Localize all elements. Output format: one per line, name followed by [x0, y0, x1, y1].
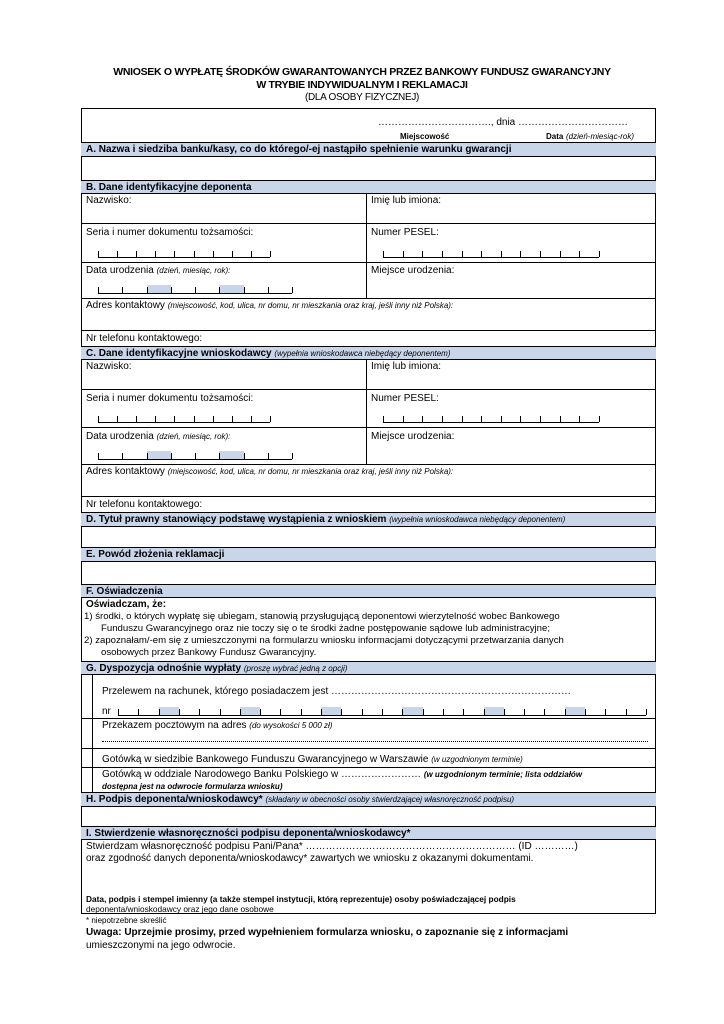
- i-line1: Stwierdzam własnoręczność podpisu Pani/Pana* ……………………………………………………… (ID …………): [86, 841, 578, 852]
- digit-cell-tick: [403, 251, 404, 257]
- c-first-names-label: Imię lub imiona:: [371, 361, 442, 372]
- section-e-header: E. Powód złożenia reklamacji: [81, 547, 656, 562]
- digit-cell-tick: [481, 251, 482, 257]
- digit-cell-tick: [540, 416, 541, 422]
- digit-cell-tick: [501, 251, 502, 257]
- b-pesel-label: Numer PESEL:: [371, 227, 439, 238]
- place-date-line[interactable]: ……………………………., dnia ……………………………: [378, 117, 629, 128]
- place-label: Miejscowość: [400, 132, 450, 141]
- digit-cell-tick: [605, 709, 606, 715]
- digit-cell-tick: [98, 453, 99, 459]
- digit-cell-tick: [98, 251, 99, 257]
- digit-cell-tick: [463, 709, 464, 715]
- digit-cell-shade: [565, 707, 585, 715]
- form-title-line1: WNIOSEK O WYPŁATĘ ŚRODKÓW GWARANTOWANYCH PRZEZ BANKOWY FUNDUSZ GWARANCYJNY: [113, 66, 611, 78]
- digit-cell-tick: [560, 251, 561, 257]
- digit-cell-tick: [244, 287, 245, 293]
- g-option-nbp-hint: dostępna jest na odwrocie formularza wniosku): [102, 782, 283, 791]
- digit-cell-tick: [292, 453, 293, 459]
- digit-cell-tick: [136, 416, 137, 422]
- section-f-header: F. Oświadczenia: [81, 584, 656, 598]
- row-divider: [81, 427, 656, 428]
- c-address-label: Adres kontaktowy (miejscowość, kod, ulica, nr domu, nr mieszkania oraz kraj, jeśli inny niż Polska):: [86, 466, 454, 477]
- digit-cell-tick: [251, 416, 252, 422]
- digit-cell-tick: [147, 287, 148, 293]
- g-option-nbp-cash[interactable]: Gotówką w oddziale Narodowego Banku Polskiego w …………………… (w uzgodnionym terminie; lista oddziałów: [102, 769, 583, 780]
- column-divider: [366, 194, 367, 298]
- remark-line1: Uwaga: Uprzejmie prosimy, przed wypełnieniem formularza wniosku, o zapoznanie się z informacjami: [86, 927, 569, 938]
- digit-cell-tick: [520, 251, 521, 257]
- digit-cell-tick: [118, 709, 119, 715]
- section-d-header: D. Tytuł prawny stanowiący podstawę wystąpienia z wnioskiem (wypełnia wnioskodawca niebędący deponentem): [81, 512, 656, 527]
- date-hint: (dzień-miesiąc-rok): [566, 132, 635, 141]
- digit-cell-tick: [136, 251, 137, 257]
- digit-cell-tick: [423, 709, 424, 715]
- digit-cell-tick: [98, 416, 99, 422]
- digit-cell-tick: [544, 709, 545, 715]
- digit-cell-tick: [260, 709, 261, 715]
- b-address-label: Adres kontaktowy (miejscowość, kod, ulica, nr domu, nr mieszkania oraz kraj, jeśli inny niż Polska):: [86, 300, 454, 311]
- c-birth-date-label: Data urodzenia (dzień, miesiąc, rok):: [86, 431, 231, 442]
- digit-cell-tick: [599, 251, 600, 257]
- i-note-line1: Data, podpis i stempel imienny (a także stempel instytucji, którą reprezentuje) osoby poświadczającej podpis: [86, 894, 516, 904]
- row-divider: [81, 298, 656, 299]
- digit-cell-tick: [270, 416, 271, 422]
- digit-cell-shade: [240, 707, 260, 715]
- digit-cell-tick: [174, 416, 175, 422]
- footnote: * niepotrzebne skreślić: [86, 916, 167, 925]
- section-h-header: H. Podpis deponenta/wnioskodawcy* (składany w obecności osoby stwierdzającej własnoręczność podpisu): [81, 792, 656, 807]
- c-pesel-boxes[interactable]: [383, 414, 599, 423]
- digit-cell-tick: [194, 416, 195, 422]
- digit-cell-tick: [98, 287, 99, 293]
- digit-cell-tick: [462, 251, 463, 257]
- f-item1-line2: Funduszu Gwarancyjnego oraz nie toczy się o te środki żadne postępowanie sądowe lub administracyjne;: [101, 623, 551, 634]
- b-id-doc-label: Seria i numer dokumentu tożsamości:: [86, 227, 254, 238]
- digit-cell-tick: [462, 416, 463, 422]
- b-phone-label: Nr telefonu kontaktowego:: [86, 333, 203, 344]
- digit-cell-tick: [219, 453, 220, 459]
- g-option-transfer[interactable]: Przelewem na rachunek, którego posiadaczem jest ………………………………………………………………: [102, 686, 572, 697]
- digit-cell-tick: [194, 251, 195, 257]
- digit-cell-tick: [268, 453, 269, 459]
- digit-cell-tick: [382, 709, 383, 715]
- digit-cell-tick: [383, 416, 384, 422]
- g-option-bfg-cash[interactable]: Gotówką w siedzibie Bankowego Funduszu Gwarancyjnego w Warszawie (w uzgodnionym terminie): [102, 754, 523, 765]
- row-divider: [81, 262, 656, 263]
- digit-cell-shade: [321, 707, 341, 715]
- row-divider: [81, 496, 656, 497]
- digit-cell-tick: [520, 416, 521, 422]
- c-pesel-label: Numer PESEL:: [371, 393, 439, 404]
- digit-cell-shade: [484, 707, 504, 715]
- section-c-header: C. Dane identyfikacyjne wnioskodawcy (wypełnia wnioskodawca niebędący deponentem): [81, 346, 656, 360]
- digit-cell-tick: [443, 709, 444, 715]
- row-divider: [81, 389, 656, 390]
- digit-cell-tick: [402, 709, 403, 715]
- column-divider: [366, 360, 367, 464]
- digit-cell-tick: [213, 251, 214, 257]
- digit-cell-tick: [155, 251, 156, 257]
- digit-cell-tick: [481, 416, 482, 422]
- digit-cell-tick: [199, 709, 200, 715]
- g-account-number-boxes[interactable]: [118, 707, 646, 716]
- f-item1-line1: 1) środki, o których wypłatę się ubiegam, stanowią przysługującą deponentowi wierzytelność wobec Bankowego: [84, 611, 560, 622]
- form-title-line3: (DLA OSOBY FIZYCZNEJ): [304, 92, 420, 103]
- digit-cell-shade: [147, 285, 171, 293]
- c-surname-label: Nazwisko:: [86, 361, 132, 372]
- digit-cell-tick: [219, 287, 220, 293]
- digit-cell-tick: [626, 709, 627, 715]
- digit-cell-shade: [219, 285, 243, 293]
- digit-cell-tick: [292, 287, 293, 293]
- digit-cell-tick: [599, 416, 600, 422]
- digit-cell-tick: [341, 709, 342, 715]
- b-pesel-boxes[interactable]: [383, 249, 599, 258]
- date-label: Data: [546, 132, 564, 141]
- digit-cell-tick: [383, 251, 384, 257]
- digit-cell-tick: [579, 416, 580, 422]
- c-birth-place-label: Miejsce urodzenia:: [371, 431, 455, 442]
- section-a-header: A. Nazwa i siedziba banku/kasy, co do którego/-ej nastąpiło spełnienie warunku gwarancji: [81, 142, 656, 157]
- digit-cell-tick: [244, 453, 245, 459]
- postal-address-line[interactable]: [102, 741, 648, 742]
- digit-cell-tick: [579, 251, 580, 257]
- digit-cell-shade: [402, 707, 422, 715]
- c-phone-label: Nr telefonu kontaktowego:: [86, 499, 203, 510]
- g-option-postal[interactable]: Przekazem pocztowym na adres (do wysokości 5 000 zł): [102, 720, 333, 731]
- section-b-header: B. Dane identyfikacyjne deponenta: [81, 180, 656, 194]
- row-divider: [81, 767, 656, 768]
- i-note-line2: deponenta/wnioskodawcy oraz jego dane osobowe: [86, 904, 274, 914]
- digit-cell-tick: [232, 416, 233, 422]
- digit-cell-shade: [219, 451, 243, 459]
- section-g-header: G. Dyspozycja odnośnie wypłaty (proszę wybrać jedną z opcji): [81, 661, 656, 675]
- digit-cell-tick: [442, 251, 443, 257]
- digit-cell-tick: [280, 709, 281, 715]
- row-divider: [81, 330, 656, 331]
- digit-cell-tick: [159, 709, 160, 715]
- digit-cell-tick: [155, 416, 156, 422]
- digit-cell-tick: [117, 251, 118, 257]
- digit-cell-tick: [422, 251, 423, 257]
- option-column-divider: [92, 675, 93, 793]
- digit-cell-tick: [171, 287, 172, 293]
- digit-cell-tick: [442, 416, 443, 422]
- b-id-doc-boxes[interactable]: [98, 249, 270, 258]
- digit-cell-tick: [646, 709, 647, 715]
- digit-cell-tick: [270, 251, 271, 257]
- digit-cell-tick: [362, 709, 363, 715]
- digit-cell-tick: [240, 709, 241, 715]
- digit-cell-tick: [540, 251, 541, 257]
- b-birth-date-label: Data urodzenia (dzień, miesiąc, rok):: [86, 265, 231, 276]
- c-id-doc-label: Seria i numer dokumentu tożsamości:: [86, 393, 254, 404]
- digit-cell-tick: [524, 709, 525, 715]
- f-item2-line1: 2) zapoznałam/-em się z umieszczonymi na formularzu wniosku informacjami dotyczącymi przetwarzania danych: [84, 635, 564, 646]
- row-divider: [81, 223, 656, 224]
- digit-cell-tick: [220, 709, 221, 715]
- digit-cell-tick: [213, 416, 214, 422]
- digit-cell-tick: [565, 709, 566, 715]
- digit-cell-tick: [195, 453, 196, 459]
- row-divider: [81, 748, 656, 749]
- digit-cell-tick: [504, 709, 505, 715]
- digit-cell-tick: [321, 709, 322, 715]
- digit-cell-tick: [122, 287, 123, 293]
- row-divider: [81, 718, 656, 719]
- i-line2: oraz zgodność danych deponenta/wnioskodawcy* zawartych we wniosku z okazanymi dokumentami.: [86, 853, 534, 864]
- digit-cell-tick: [585, 709, 586, 715]
- row-divider: [81, 464, 656, 465]
- digit-cell-tick: [171, 453, 172, 459]
- digit-cell-tick: [232, 251, 233, 257]
- b-first-names-label: Imię lub imiona:: [371, 195, 442, 206]
- g-account-nr-label: nr: [102, 706, 111, 717]
- digit-cell-tick: [560, 416, 561, 422]
- form-title-line2: W TRYBIE INDYWIDUALNYM I REKLAMACJI: [256, 79, 468, 91]
- digit-cell-tick: [403, 416, 404, 422]
- section-i-header: I. Stwierdzenie własnoręczności podpisu deponenta/wnioskodawcy*: [81, 826, 656, 840]
- remark-line2: umieszczonymi na jego odwrocie.: [86, 940, 236, 951]
- digit-cell-shade: [159, 707, 179, 715]
- c-id-doc-boxes[interactable]: [98, 414, 270, 423]
- digit-cell-tick: [195, 287, 196, 293]
- b-birth-date-boxes[interactable]: [98, 285, 292, 294]
- f-intro: Oświadczam, że:: [86, 599, 167, 610]
- b-surname-label: Nazwisko:: [86, 195, 132, 206]
- digit-cell-tick: [422, 416, 423, 422]
- digit-cell-shade: [147, 451, 171, 459]
- digit-cell-tick: [138, 709, 139, 715]
- digit-cell-tick: [268, 287, 269, 293]
- digit-cell-tick: [501, 416, 502, 422]
- digit-cell-tick: [484, 709, 485, 715]
- f-item2-line2: osobowych przez Bankowy Fundusz Gwarancyjny.: [101, 647, 317, 658]
- digit-cell-tick: [251, 251, 252, 257]
- digit-cell-tick: [179, 709, 180, 715]
- digit-cell-tick: [117, 416, 118, 422]
- digit-cell-tick: [122, 453, 123, 459]
- digit-cell-tick: [301, 709, 302, 715]
- digit-cell-tick: [174, 251, 175, 257]
- c-birth-date-boxes[interactable]: [98, 451, 292, 460]
- digit-cell-tick: [147, 453, 148, 459]
- b-birth-place-label: Miejsce urodzenia:: [371, 265, 455, 276]
